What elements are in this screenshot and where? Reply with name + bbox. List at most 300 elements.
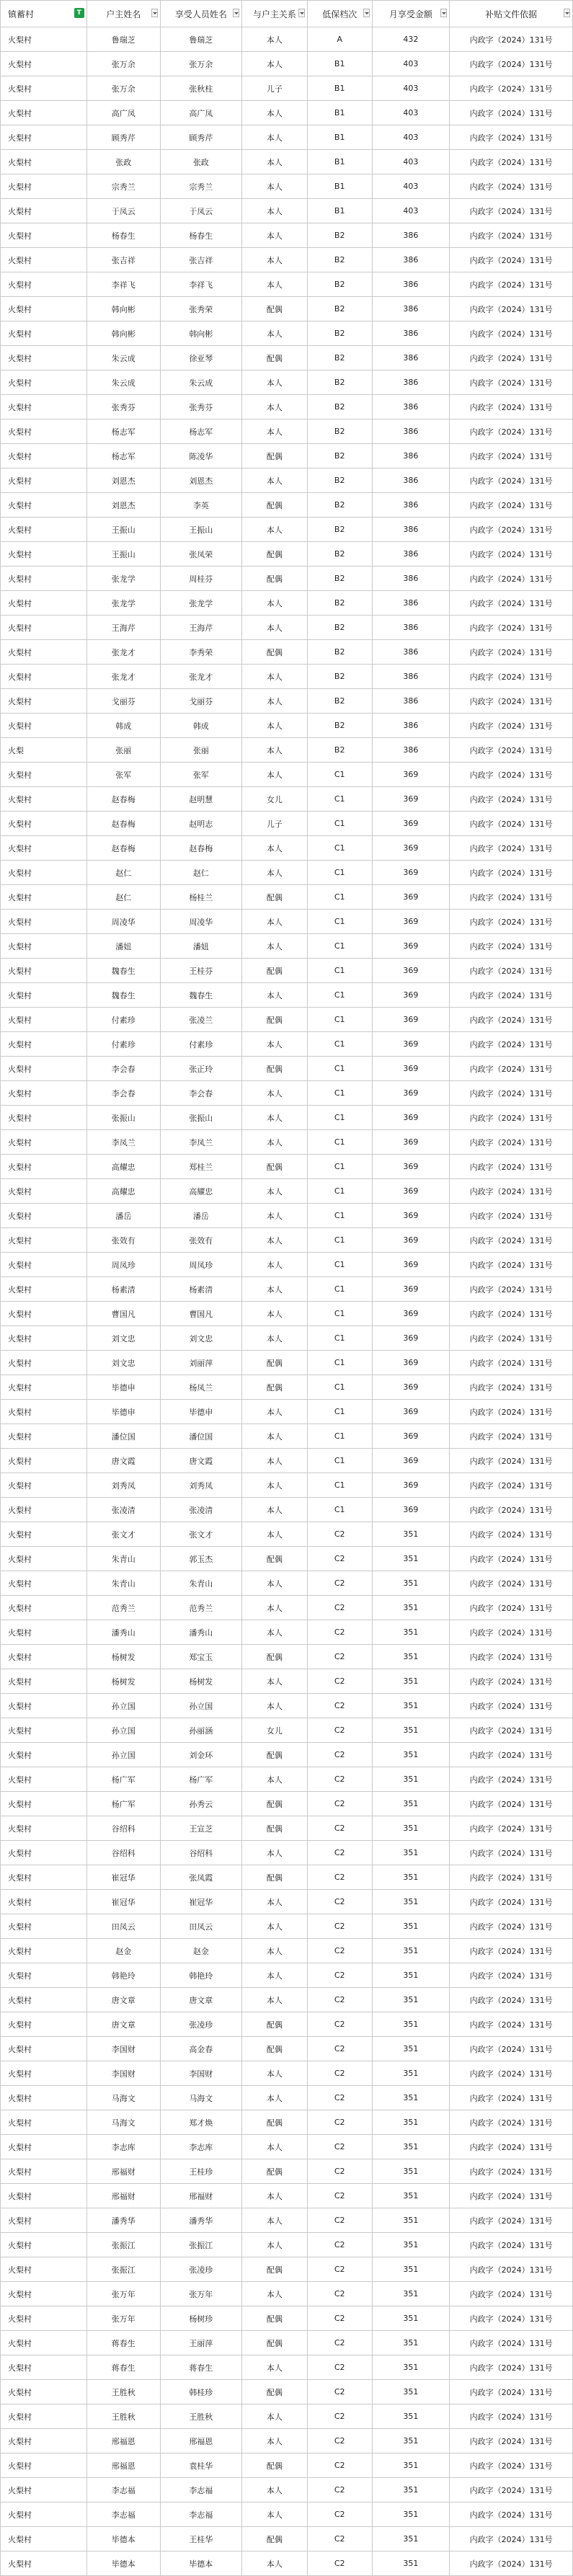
beneficiary-cell[interactable]: 韩成 — [160, 714, 241, 738]
household-head-cell[interactable]: 韩向彬 — [86, 321, 160, 346]
relationship-cell[interactable]: 本人 — [241, 223, 307, 248]
relationship-cell[interactable]: 本人 — [241, 2086, 307, 2110]
village-cell[interactable]: 火梨村 — [1, 1155, 87, 1179]
household-head-cell[interactable]: 邢福财 — [86, 2184, 160, 2208]
relationship-cell[interactable]: 本人 — [241, 1620, 307, 1645]
household-head-cell[interactable]: 崔冠华 — [86, 1865, 160, 1890]
amount-cell[interactable]: 351 — [372, 2453, 450, 2478]
household-head-cell[interactable]: 李志福 — [86, 2502, 160, 2527]
amount-cell[interactable]: 369 — [372, 1032, 450, 1057]
village-cell[interactable]: 火梨村 — [1, 297, 87, 321]
tier-cell[interactable]: C1 — [307, 812, 372, 836]
tier-cell[interactable]: B1 — [307, 52, 372, 76]
relationship-cell[interactable]: 本人 — [241, 2404, 307, 2429]
household-head-cell[interactable]: 韩向彬 — [86, 297, 160, 321]
village-cell[interactable]: 火梨村 — [1, 2061, 87, 2086]
tier-cell[interactable]: C1 — [307, 983, 372, 1008]
relationship-cell[interactable]: 女儿 — [241, 1718, 307, 1743]
amount-cell[interactable]: 351 — [372, 1988, 450, 2012]
document-cell[interactable]: 内政字（2024）131号 — [450, 885, 573, 910]
household-head-cell[interactable]: 高广凤 — [86, 101, 160, 125]
document-cell[interactable]: 内政字（2024）131号 — [450, 2061, 573, 2086]
tier-cell[interactable]: C2 — [307, 1792, 372, 1816]
household-head-cell[interactable]: 毕德本 — [86, 2551, 160, 2576]
household-head-cell[interactable]: 张秀芬 — [86, 395, 160, 419]
beneficiary-cell[interactable]: 周凤珍 — [160, 1253, 241, 1277]
beneficiary-cell[interactable]: 韩向彬 — [160, 321, 241, 346]
beneficiary-cell[interactable]: 王宣芝 — [160, 1816, 241, 1841]
household-head-cell[interactable]: 李志库 — [86, 2135, 160, 2159]
household-head-cell[interactable]: 孙立国 — [86, 1718, 160, 1743]
amount-cell[interactable]: 351 — [372, 2233, 450, 2257]
household-head-cell[interactable]: 李志福 — [86, 2478, 160, 2502]
tier-cell[interactable]: C2 — [307, 2551, 372, 2576]
household-head-cell[interactable]: 张吉祥 — [86, 248, 160, 272]
relationship-cell[interactable]: 本人 — [241, 1302, 307, 1326]
beneficiary-cell[interactable]: 唐文霞 — [160, 1449, 241, 1473]
document-cell[interactable]: 内政字（2024）131号 — [450, 959, 573, 983]
tier-cell[interactable]: B2 — [307, 640, 372, 665]
village-cell[interactable]: 火梨村 — [1, 591, 87, 616]
document-cell[interactable]: 内政字（2024）131号 — [450, 1106, 573, 1130]
tier-cell[interactable]: C2 — [307, 1939, 372, 1963]
amount-cell[interactable]: 351 — [372, 2135, 450, 2159]
village-cell[interactable]: 火梨村 — [1, 1669, 87, 1694]
amount-cell[interactable]: 351 — [372, 2012, 450, 2037]
household-head-cell[interactable]: 李会春 — [86, 1057, 160, 1081]
amount-cell[interactable]: 403 — [372, 174, 450, 199]
document-cell[interactable]: 内政字（2024）131号 — [450, 1351, 573, 1375]
village-cell[interactable]: 火梨村 — [1, 2331, 87, 2355]
beneficiary-cell[interactable]: 潘秀山 — [160, 1620, 241, 1645]
household-head-cell[interactable]: 毕德申 — [86, 1375, 160, 1400]
document-cell[interactable]: 内政字（2024）131号 — [450, 1400, 573, 1424]
village-cell[interactable]: 火梨村 — [1, 2184, 87, 2208]
document-cell[interactable]: 内政字（2024）131号 — [450, 763, 573, 787]
tier-cell[interactable]: C1 — [307, 1008, 372, 1032]
amount-cell[interactable]: 351 — [372, 1596, 450, 1620]
beneficiary-cell[interactable]: 孙立国 — [160, 1694, 241, 1718]
document-cell[interactable]: 内政字（2024）131号 — [450, 2453, 573, 2478]
household-head-cell[interactable]: 刘恩杰 — [86, 493, 160, 518]
document-cell[interactable]: 内政字（2024）131号 — [450, 395, 573, 419]
village-cell[interactable]: 火梨村 — [1, 861, 87, 885]
amount-cell[interactable]: 351 — [372, 1939, 450, 1963]
tier-cell[interactable]: C2 — [307, 1988, 372, 2012]
amount-cell[interactable]: 386 — [372, 444, 450, 468]
tier-cell[interactable]: C1 — [307, 861, 372, 885]
relationship-cell[interactable]: 本人 — [241, 1228, 307, 1253]
household-head-cell[interactable]: 付素珍 — [86, 1032, 160, 1057]
tier-cell[interactable]: B2 — [307, 518, 372, 542]
relationship-cell[interactable]: 本人 — [241, 2478, 307, 2502]
relationship-cell[interactable]: 本人 — [241, 1277, 307, 1302]
amount-cell[interactable]: 386 — [372, 689, 450, 714]
amount-cell[interactable]: 351 — [372, 2110, 450, 2135]
village-cell[interactable]: 火梨村 — [1, 223, 87, 248]
tier-cell[interactable]: B2 — [307, 468, 372, 493]
household-head-cell[interactable]: 张军 — [86, 763, 160, 787]
household-head-cell[interactable]: 范秀兰 — [86, 1596, 160, 1620]
tier-cell[interactable]: B2 — [307, 567, 372, 591]
relationship-cell[interactable]: 本人 — [241, 2551, 307, 2576]
beneficiary-cell[interactable]: 鲁瑞芝 — [160, 27, 241, 52]
village-cell[interactable]: 火梨村 — [1, 1424, 87, 1449]
relationship-cell[interactable]: 配偶 — [241, 2257, 307, 2282]
village-cell[interactable]: 火梨村 — [1, 125, 87, 150]
village-cell[interactable]: 火梨村 — [1, 885, 87, 910]
document-cell[interactable]: 内政字（2024）131号 — [450, 2478, 573, 2502]
tier-cell[interactable]: B1 — [307, 76, 372, 101]
village-cell[interactable]: 火梨村 — [1, 52, 87, 76]
household-head-cell[interactable]: 张万年 — [86, 2282, 160, 2306]
tier-cell[interactable]: A — [307, 27, 372, 52]
household-head-cell[interactable]: 王振山 — [86, 542, 160, 567]
beneficiary-cell[interactable]: 张凤霞 — [160, 1865, 241, 1890]
amount-cell[interactable]: 386 — [372, 714, 450, 738]
beneficiary-cell[interactable]: 杨广军 — [160, 1767, 241, 1792]
amount-cell[interactable]: 351 — [372, 2551, 450, 2576]
document-cell[interactable]: 内政字（2024）131号 — [450, 567, 573, 591]
relationship-cell[interactable]: 本人 — [241, 321, 307, 346]
tier-cell[interactable]: B2 — [307, 321, 372, 346]
household-head-cell[interactable]: 杨广军 — [86, 1792, 160, 1816]
filter-dropdown-icon[interactable] — [440, 9, 447, 17]
household-head-cell[interactable]: 赵春梅 — [86, 836, 160, 861]
document-cell[interactable]: 内政字（2024）131号 — [450, 1669, 573, 1694]
household-head-cell[interactable]: 孙立国 — [86, 1743, 160, 1767]
document-cell[interactable]: 内政字（2024）131号 — [450, 101, 573, 125]
relationship-cell[interactable]: 配偶 — [241, 2331, 307, 2355]
village-cell[interactable]: 火梨村 — [1, 1326, 87, 1351]
amount-cell[interactable]: 351 — [372, 1963, 450, 1988]
relationship-cell[interactable]: 本人 — [241, 910, 307, 934]
tier-cell[interactable]: C2 — [307, 2527, 372, 2551]
document-cell[interactable]: 内政字（2024）131号 — [450, 616, 573, 640]
beneficiary-cell[interactable]: 张凌清 — [160, 1498, 241, 1522]
household-head-cell[interactable]: 张振江 — [86, 2233, 160, 2257]
beneficiary-cell[interactable]: 潘位国 — [160, 1424, 241, 1449]
household-head-cell[interactable]: 张龙才 — [86, 640, 160, 665]
relationship-cell[interactable]: 本人 — [241, 419, 307, 444]
document-cell[interactable]: 内政字（2024）131号 — [450, 2135, 573, 2159]
document-cell[interactable]: 内政字（2024）131号 — [450, 1498, 573, 1522]
beneficiary-cell[interactable]: 郭玉杰 — [160, 1547, 241, 1571]
document-cell[interactable]: 内政字（2024）131号 — [450, 640, 573, 665]
amount-cell[interactable]: 351 — [372, 1865, 450, 1890]
amount-cell[interactable]: 369 — [372, 812, 450, 836]
beneficiary-cell[interactable]: 张秋柱 — [160, 76, 241, 101]
amount-cell[interactable]: 369 — [372, 1498, 450, 1522]
document-cell[interactable]: 内政字（2024）131号 — [450, 1914, 573, 1939]
beneficiary-cell[interactable]: 范秀兰 — [160, 1596, 241, 1620]
beneficiary-cell[interactable]: 韩艳玲 — [160, 1963, 241, 1988]
amount-cell[interactable]: 403 — [372, 52, 450, 76]
household-head-cell[interactable]: 邢福恩 — [86, 2453, 160, 2478]
household-head-cell[interactable]: 张政 — [86, 150, 160, 174]
document-cell[interactable]: 内政字（2024）131号 — [450, 542, 573, 567]
village-cell[interactable]: 火梨村 — [1, 1106, 87, 1130]
household-head-cell[interactable]: 杨志军 — [86, 419, 160, 444]
document-cell[interactable]: 内政字（2024）131号 — [450, 1449, 573, 1473]
amount-cell[interactable]: 386 — [372, 468, 450, 493]
amount-cell[interactable]: 369 — [372, 1179, 450, 1204]
household-head-cell[interactable]: 张丽 — [86, 738, 160, 763]
household-head-cell[interactable]: 李祥飞 — [86, 272, 160, 297]
household-head-cell[interactable]: 刘文忠 — [86, 1351, 160, 1375]
document-cell[interactable]: 内政字（2024）131号 — [450, 1375, 573, 1400]
beneficiary-cell[interactable]: 王振山 — [160, 518, 241, 542]
document-cell[interactable]: 内政字（2024）131号 — [450, 1032, 573, 1057]
document-cell[interactable]: 内政字（2024）131号 — [450, 27, 573, 52]
tier-cell[interactable]: C2 — [307, 1669, 372, 1694]
beneficiary-cell[interactable]: 戈丽芬 — [160, 689, 241, 714]
village-cell[interactable]: 火梨村 — [1, 2306, 87, 2331]
village-cell[interactable]: 火梨村 — [1, 1718, 87, 1743]
household-head-cell[interactable]: 张凌清 — [86, 1498, 160, 1522]
beneficiary-cell[interactable]: 张凤荣 — [160, 542, 241, 567]
document-cell[interactable]: 内政字（2024）131号 — [450, 1204, 573, 1228]
relationship-cell[interactable]: 本人 — [241, 2429, 307, 2453]
tier-cell[interactable]: B2 — [307, 346, 372, 370]
document-cell[interactable]: 内政字（2024）131号 — [450, 861, 573, 885]
document-cell[interactable]: 内政字（2024）131号 — [450, 1939, 573, 1963]
relationship-cell[interactable]: 本人 — [241, 1914, 307, 1939]
village-cell[interactable]: 火梨村 — [1, 812, 87, 836]
amount-cell[interactable]: 351 — [372, 1914, 450, 1939]
village-cell[interactable]: 火梨村 — [1, 2404, 87, 2429]
document-cell[interactable]: 内政字（2024）131号 — [450, 836, 573, 861]
tier-cell[interactable]: B2 — [307, 616, 372, 640]
household-head-cell[interactable]: 刘秀凤 — [86, 1473, 160, 1498]
beneficiary-cell[interactable]: 邢福恩 — [160, 2429, 241, 2453]
tier-cell[interactable]: C1 — [307, 1473, 372, 1498]
village-cell[interactable]: 火梨村 — [1, 689, 87, 714]
village-cell[interactable]: 火梨村 — [1, 2012, 87, 2037]
tier-cell[interactable]: C1 — [307, 1277, 372, 1302]
beneficiary-cell[interactable]: 张振江 — [160, 2233, 241, 2257]
amount-cell[interactable]: 351 — [372, 2037, 450, 2061]
relationship-cell[interactable]: 配偶 — [241, 444, 307, 468]
household-head-cell[interactable]: 刘文忠 — [86, 1326, 160, 1351]
relationship-cell[interactable]: 本人 — [241, 174, 307, 199]
relationship-cell[interactable]: 本人 — [241, 199, 307, 223]
tier-cell[interactable]: C2 — [307, 2355, 372, 2380]
household-head-cell[interactable]: 赵金 — [86, 1939, 160, 1963]
relationship-cell[interactable]: 本人 — [241, 468, 307, 493]
beneficiary-cell[interactable]: 曹国凡 — [160, 1302, 241, 1326]
amount-cell[interactable]: 351 — [372, 2184, 450, 2208]
amount-cell[interactable]: 351 — [372, 2429, 450, 2453]
village-cell[interactable]: 火梨村 — [1, 1375, 87, 1400]
village-cell[interactable]: 火梨村 — [1, 2502, 87, 2527]
household-head-cell[interactable]: 蒋春生 — [86, 2331, 160, 2355]
relationship-cell[interactable]: 本人 — [241, 1400, 307, 1424]
beneficiary-cell[interactable]: 郑桂兰 — [160, 1155, 241, 1179]
amount-cell[interactable]: 403 — [372, 76, 450, 101]
village-cell[interactable]: 火梨村 — [1, 2086, 87, 2110]
household-head-cell[interactable]: 戈丽芬 — [86, 689, 160, 714]
tier-cell[interactable]: C2 — [307, 1645, 372, 1669]
beneficiary-cell[interactable]: 刘恩杰 — [160, 468, 241, 493]
relationship-cell[interactable]: 本人 — [241, 1571, 307, 1596]
document-cell[interactable]: 内政字（2024）131号 — [450, 1988, 573, 2012]
relationship-cell[interactable]: 儿子 — [241, 76, 307, 101]
village-cell[interactable]: 火梨村 — [1, 346, 87, 370]
document-cell[interactable]: 内政字（2024）131号 — [450, 1081, 573, 1106]
beneficiary-cell[interactable]: 马海文 — [160, 2086, 241, 2110]
document-cell[interactable]: 内政字（2024）131号 — [450, 1743, 573, 1767]
relationship-cell[interactable]: 配偶 — [241, 2453, 307, 2478]
village-cell[interactable]: 火梨村 — [1, 321, 87, 346]
tier-cell[interactable]: B2 — [307, 419, 372, 444]
beneficiary-cell[interactable]: 赵金 — [160, 1939, 241, 1963]
relationship-cell[interactable]: 本人 — [241, 1081, 307, 1106]
amount-cell[interactable]: 369 — [372, 1081, 450, 1106]
amount-cell[interactable]: 369 — [372, 1424, 450, 1449]
relationship-cell[interactable]: 本人 — [241, 616, 307, 640]
household-head-cell[interactable]: 高耀忠 — [86, 1179, 160, 1204]
village-cell[interactable]: 火梨村 — [1, 616, 87, 640]
amount-cell[interactable]: 386 — [372, 640, 450, 665]
beneficiary-cell[interactable]: 孙秀云 — [160, 1792, 241, 1816]
household-head-cell[interactable]: 张振山 — [86, 1106, 160, 1130]
relationship-cell[interactable]: 本人 — [241, 272, 307, 297]
village-cell[interactable]: 火梨村 — [1, 493, 87, 518]
tier-cell[interactable]: C2 — [307, 2061, 372, 2086]
beneficiary-cell[interactable]: 郑宝玉 — [160, 1645, 241, 1669]
beneficiary-cell[interactable]: 朱青山 — [160, 1571, 241, 1596]
filter-dropdown-icon[interactable] — [363, 9, 370, 17]
amount-cell[interactable]: 386 — [372, 567, 450, 591]
tier-cell[interactable]: C1 — [307, 787, 372, 812]
relationship-cell[interactable]: 配偶 — [241, 2306, 307, 2331]
document-cell[interactable]: 内政字（2024）131号 — [450, 787, 573, 812]
village-cell[interactable]: 火梨村 — [1, 1032, 87, 1057]
household-head-cell[interactable]: 朱青山 — [86, 1547, 160, 1571]
household-head-cell[interactable]: 杨志军 — [86, 444, 160, 468]
household-head-cell[interactable]: 王海芹 — [86, 616, 160, 640]
relationship-cell[interactable]: 本人 — [241, 2184, 307, 2208]
relationship-cell[interactable]: 配偶 — [241, 1547, 307, 1571]
village-cell[interactable]: 火梨村 — [1, 1767, 87, 1792]
beneficiary-cell[interactable]: 刘丽萍 — [160, 1351, 241, 1375]
village-cell[interactable]: 火梨村 — [1, 1816, 87, 1841]
document-cell[interactable]: 内政字（2024）131号 — [450, 2551, 573, 2576]
tier-cell[interactable]: C2 — [307, 2282, 372, 2306]
relationship-cell[interactable]: 配偶 — [241, 885, 307, 910]
amount-cell[interactable]: 351 — [372, 2086, 450, 2110]
tier-cell[interactable]: C1 — [307, 1155, 372, 1179]
document-cell[interactable]: 内政字（2024）131号 — [450, 1130, 573, 1155]
document-cell[interactable]: 内政字（2024）131号 — [450, 2502, 573, 2527]
document-cell[interactable]: 内政字（2024）131号 — [450, 665, 573, 689]
household-head-cell[interactable]: 谷绍科 — [86, 1816, 160, 1841]
household-head-cell[interactable]: 王胜秋 — [86, 2380, 160, 2404]
relationship-cell[interactable]: 配偶 — [241, 297, 307, 321]
village-cell[interactable]: 火梨村 — [1, 370, 87, 395]
village-cell[interactable]: 火梨村 — [1, 1057, 87, 1081]
village-cell[interactable]: 火梨村 — [1, 174, 87, 199]
amount-cell[interactable]: 386 — [372, 223, 450, 248]
village-cell[interactable]: 火梨 — [1, 738, 87, 763]
relationship-cell[interactable]: 女儿 — [241, 787, 307, 812]
tier-cell[interactable]: C2 — [307, 2478, 372, 2502]
tier-cell[interactable]: C2 — [307, 1865, 372, 1890]
relationship-cell[interactable]: 本人 — [241, 2208, 307, 2233]
tier-cell[interactable]: C2 — [307, 2110, 372, 2135]
beneficiary-cell[interactable]: 袁桂华 — [160, 2453, 241, 2478]
household-head-cell[interactable]: 李会春 — [86, 1081, 160, 1106]
beneficiary-cell[interactable]: 李志福 — [160, 2478, 241, 2502]
village-cell[interactable]: 火梨村 — [1, 150, 87, 174]
village-cell[interactable]: 火梨村 — [1, 640, 87, 665]
document-cell[interactable]: 内政字（2024）131号 — [450, 2012, 573, 2037]
amount-cell[interactable]: 351 — [372, 2355, 450, 2380]
document-cell[interactable]: 内政字（2024）131号 — [450, 272, 573, 297]
village-cell[interactable]: 火梨村 — [1, 248, 87, 272]
beneficiary-cell[interactable]: 张政 — [160, 150, 241, 174]
document-cell[interactable]: 内政字（2024）131号 — [450, 591, 573, 616]
household-head-cell[interactable]: 杨树发 — [86, 1669, 160, 1694]
document-cell[interactable]: 内政字（2024）131号 — [450, 1547, 573, 1571]
beneficiary-cell[interactable]: 刘文忠 — [160, 1326, 241, 1351]
household-head-cell[interactable]: 潘位国 — [86, 1424, 160, 1449]
household-head-cell[interactable]: 田凤云 — [86, 1914, 160, 1939]
document-cell[interactable]: 内政字（2024）131号 — [450, 2282, 573, 2306]
beneficiary-cell[interactable]: 李英 — [160, 493, 241, 518]
household-head-cell[interactable]: 顾秀芹 — [86, 125, 160, 150]
amount-cell[interactable]: 369 — [372, 910, 450, 934]
village-cell[interactable]: 火梨村 — [1, 542, 87, 567]
village-cell[interactable]: 火梨村 — [1, 419, 87, 444]
amount-cell[interactable]: 369 — [372, 885, 450, 910]
document-cell[interactable]: 内政字（2024）131号 — [450, 1596, 573, 1620]
household-head-cell[interactable]: 毕德申 — [86, 1400, 160, 1424]
tier-cell[interactable]: C1 — [307, 1032, 372, 1057]
tier-cell[interactable]: B1 — [307, 101, 372, 125]
tier-cell[interactable]: C1 — [307, 1351, 372, 1375]
header-beneficiary[interactable]: 享受人员姓名 — [160, 1, 241, 27]
beneficiary-cell[interactable]: 王丽萍 — [160, 2331, 241, 2355]
relationship-cell[interactable]: 本人 — [241, 1326, 307, 1351]
village-cell[interactable]: 火梨村 — [1, 1522, 87, 1547]
amount-cell[interactable]: 369 — [372, 1130, 450, 1155]
relationship-cell[interactable]: 本人 — [241, 248, 307, 272]
household-head-cell[interactable]: 周凤珍 — [86, 1253, 160, 1277]
tier-cell[interactable]: B2 — [307, 738, 372, 763]
amount-cell[interactable]: 369 — [372, 983, 450, 1008]
header-relationship[interactable]: 与户主关系 — [241, 1, 307, 27]
village-cell[interactable]: 火梨村 — [1, 1081, 87, 1106]
beneficiary-cell[interactable]: 王胜秋 — [160, 2404, 241, 2429]
tier-cell[interactable]: C2 — [307, 2208, 372, 2233]
relationship-cell[interactable]: 本人 — [241, 395, 307, 419]
village-cell[interactable]: 火梨村 — [1, 1963, 87, 1988]
relationship-cell[interactable]: 配偶 — [241, 959, 307, 983]
household-head-cell[interactable]: 马海文 — [86, 2086, 160, 2110]
tier-cell[interactable]: C1 — [307, 1081, 372, 1106]
village-cell[interactable]: 火梨村 — [1, 444, 87, 468]
village-cell[interactable]: 火梨村 — [1, 763, 87, 787]
beneficiary-cell[interactable]: 陈凌华 — [160, 444, 241, 468]
filter-active-icon[interactable]: T — [74, 8, 84, 18]
beneficiary-cell[interactable]: 张文才 — [160, 1522, 241, 1547]
document-cell[interactable]: 内政字（2024）131号 — [450, 52, 573, 76]
document-cell[interactable]: 内政字（2024）131号 — [450, 2429, 573, 2453]
village-cell[interactable]: 火梨村 — [1, 2110, 87, 2135]
header-tier[interactable]: 低保档次 — [307, 1, 372, 27]
